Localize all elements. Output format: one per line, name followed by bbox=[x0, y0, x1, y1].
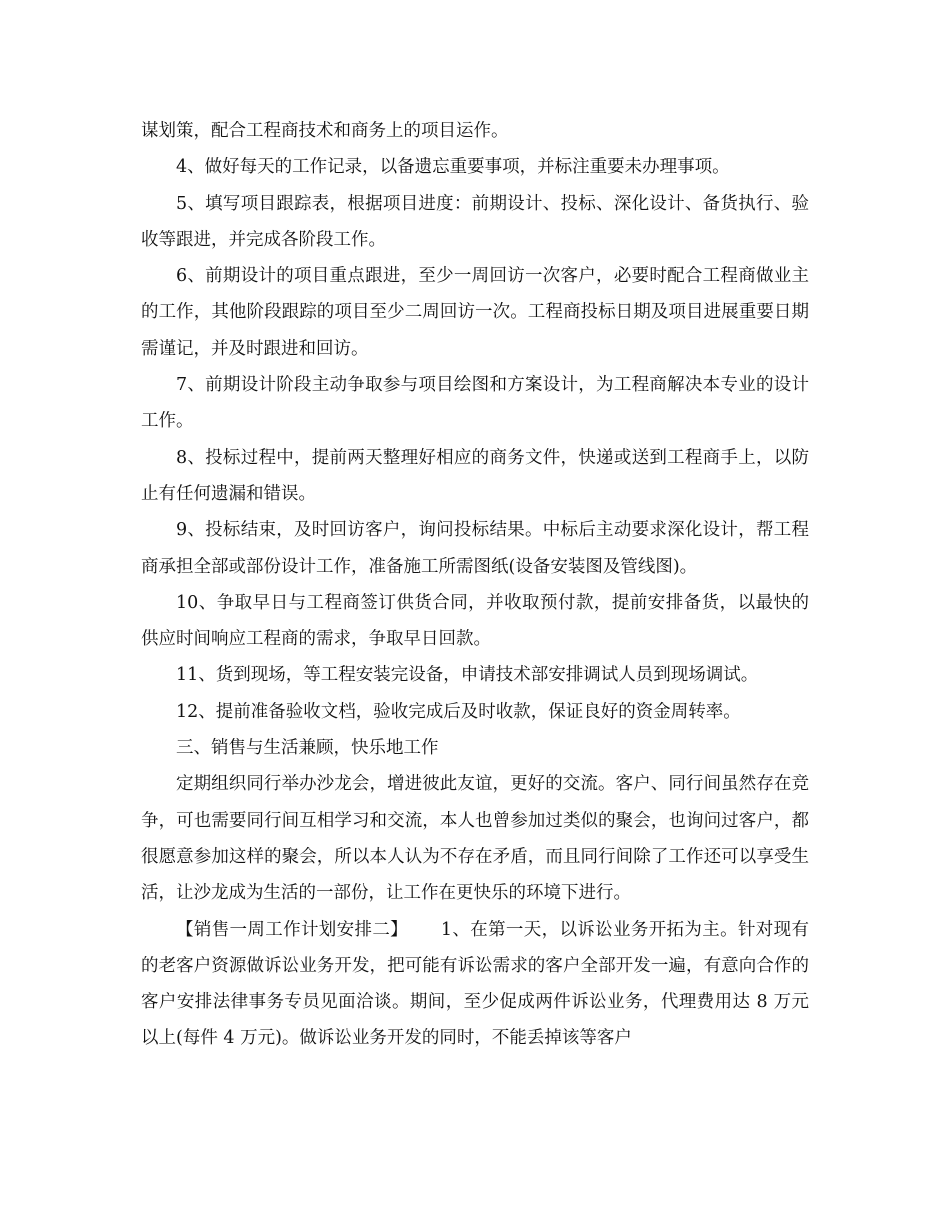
paragraph-7: 9、投标结束，及时回访客户，询问投标结果。中标后主动要求深化设计，帮工程商承担全部或部份设计工作，准备施工所需图纸(设备安装图及管线图)。 bbox=[141, 520, 809, 577]
paragraph-4: 6、前期设计的项目重点跟进，至少一周回访一次客户，必要时配合工程商做业主的工作，其他阶段跟踪的项目至少二周回访一次。工程商投标日期及项目进展重要日期需谨记，并及时跟进和回访。 bbox=[141, 266, 809, 359]
paragraph-1: 谋划策，配合工程商技术和商务上的项目运作。 bbox=[141, 121, 509, 141]
paragraph-11: 定期组织同行举办沙龙会，增进彼此友谊，更好的交流。客户、同行间虽然存在竞争，可也需要同行间互相学习和交流，本人也曾参加过类似的聚会，也询问过客户，都很愿意参加这样的聚会，所以本人认为不存在矛盾，而且同行间除了工作还可以享受生活，让沙龙成为生活的一部份，让工作在更快乐的环境下进行。 bbox=[141, 774, 809, 904]
paragraph-2: 4、做好每天的工作记录，以备遗忘重要事项，并标注重要未办理事项。 bbox=[176, 157, 730, 178]
paragraph-10: 12、提前准备验收文档，验收完成后及时收款，保证良好的资金周转率。 bbox=[176, 701, 741, 722]
paragraph-6: 8、投标过程中，提前两天整理好相应的商务文件，快递或送到工程商手上，以防止有任何遗漏和错误。 bbox=[141, 447, 809, 504]
section-heading: 三、销售与生活兼顾，快乐地工作 bbox=[176, 738, 439, 759]
document-page bbox=[141, 113, 809, 1057]
paragraph-5: 7、前期设计阶段主动争取参与项目绘图和方案设计，为工程商解决本专业的设计工作。 bbox=[141, 375, 809, 432]
paragraph-3: 5、填写项目跟踪表，根据项目进度：前期设计、投标、深化设计、备货执行、验收等跟进，并完成各阶段工作。 bbox=[141, 193, 809, 250]
paragraph-12: 【销售一周工作计划安排二】 1、在第一天，以诉讼业务开拓为主。针对现有的老客户资源做诉讼业务开发，把可能有诉讼需求的客户全部开发一遍，有意向合作的客户安排法律事务专员见面洽谈。期间，至少促成两件诉讼业务，代理费用达 8 万元以上(每件 4 万元)。做诉讼业务开发的同时，不能丢掉该等客户 bbox=[141, 919, 809, 1049]
paragraph-9: 11、货到现场，等工程安装完设备，申请技术部安排调试人员到现场调试。 bbox=[176, 665, 759, 686]
paragraph-8: 10、争取早日与工程商签订供货合同，并收取预付款，提前安排备货，以最快的供应时间响应工程商的需求，争取早日回款。 bbox=[141, 592, 809, 650]
